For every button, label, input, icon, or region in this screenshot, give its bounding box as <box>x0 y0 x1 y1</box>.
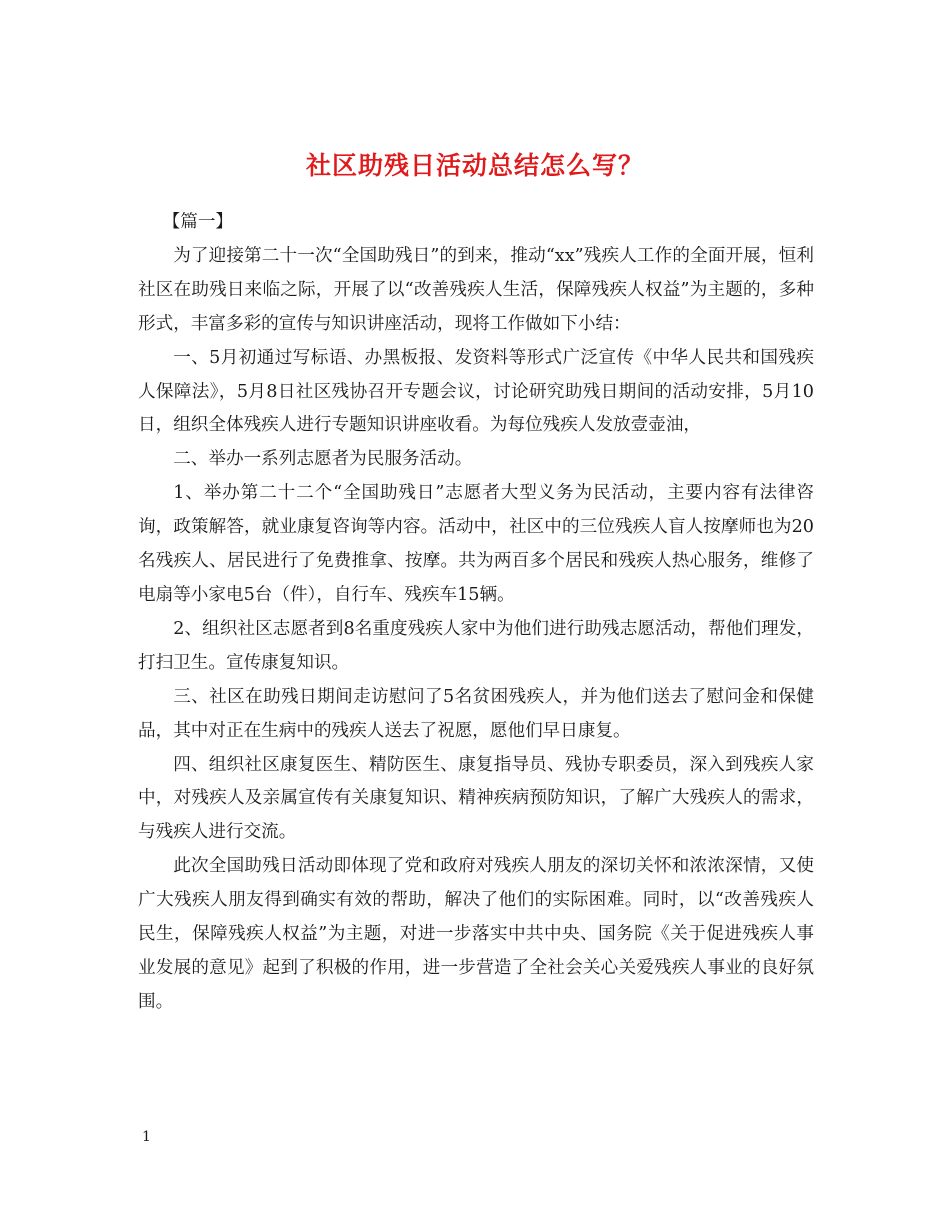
document-title: 社区助残日活动总结怎么写？ <box>305 150 644 180</box>
paragraph-item-2-2: 2、组织社区志愿者到8名重度残疾人家中为他们进行助残志愿活动，帮他们理发，打扫卫生。宣传康复知识。 <box>138 618 814 673</box>
document-body <box>138 206 814 1020</box>
section-label: 【篇一】 <box>162 212 234 232</box>
paragraph-intro: 为了迎接第二十一次“全国助残日”的到来，推动“xx”残疾人工作的全面开展，恒利社区在助残日来临之际，开展了以“改善残疾人生活，保障残疾人权益”为主题的，多种形式，丰富多彩的宣传与知识讲座活动，现将工作做如下小结： <box>138 245 814 334</box>
paragraph-item-1: 一、5月初通过写标语、办黑板报、发资料等形式广泛宣传《中华人民共和国残疾人保障法》，5月8日社区残协召开专题会议，讨论研究助残日期间的活动安排，5月10日，组织全体残疾人进行专题知识讲座收看。为每位残疾人发放壹壶油， <box>138 347 814 436</box>
page-number: 1 <box>142 1129 151 1145</box>
paragraph-item-4: 四、组织社区康复医生、精防医生、康复指导员、残协专职委员，深入到残疾人家中，对残疾人及亲属宣传有关康复知识、精神疾病预防知识，了解广大残疾人的需求，与残疾人进行交流。 <box>138 754 814 843</box>
paragraph-item-3: 三、社区在助残日期间走访慰问了5名贫困残疾人，并为他们送去了慰问金和保健品，其中对正在生病中的残疾人送去了祝愿，愿他们早日康复。 <box>138 686 814 741</box>
paragraph-conclusion: 此次全国助残日活动即体现了党和政府对残疾人朋友的深切关怀和浓浓深情，又使广大残疾人朋友得到确实有效的帮助，解决了他们的实际困难。同时，以“改善残疾人民生，保障残疾人权益”为主题，对进一步落实中共中央、国务院《关于促进残疾人事业发展的意见》起到了积极的作用，进一步营造了全社会关心关爱残疾人事业的良好氛围。 <box>138 856 814 1012</box>
paragraph-item-2-1: 1、举办第二十二个“全国助残日”志愿者大型义务为民活动，主要内容有法律咨询，政策解答，就业康复咨询等内容。活动中，社区中的三位残疾人盲人按摩师也为20名残疾人、居民进行了免费推拿、按摩。共为两百多个居民和残疾人热心服务，维修了电扇等小家电5台（件），自行车、残疾车15辆。 <box>138 483 814 605</box>
paragraph-item-2: 二、举办一系列志愿者为民服务活动。 <box>173 449 473 470</box>
